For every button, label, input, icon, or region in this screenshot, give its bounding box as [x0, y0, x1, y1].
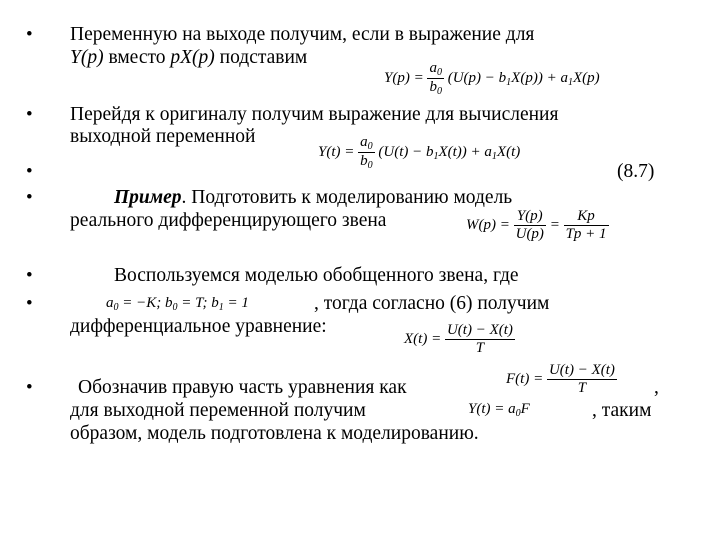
bullet-5: •: [26, 265, 33, 286]
item-7-line-1: Обозначив правую часть уравнения как: [78, 377, 407, 398]
item-7-line-2-tail: , таким: [592, 400, 652, 421]
item-2-line-1: Перейдя к оригиналу получим выражение для вычисления: [70, 104, 559, 125]
item-2-line-2: выходной переменной: [70, 126, 256, 147]
item-1-line-2: Y(p) вместо pX(p) подставим: [70, 47, 308, 68]
bullet-2: •: [26, 104, 33, 125]
formula-y-a0f: $Y(t) = a_0F$: [468, 401, 530, 419]
item-6-line-2: дифференциальное уравнение:: [70, 316, 327, 337]
formula-f-t: F(t) = $\frac{U(t) - X(t)}{T}$: [506, 362, 615, 396]
item-1-line-1: Переменную на выходе получим, если в выражение для: [70, 24, 535, 45]
item-7-comma: ,: [654, 377, 659, 398]
item-4-line-1: Пример. Подготовить к моделированию модель: [114, 187, 513, 208]
item-7-line-2: для выходной переменной получим: [70, 400, 366, 421]
formula-w-p: W(p) = $\frac{Y(p)}{U(p)}$ = $\frac{Kp}{Tp + 1}$: [466, 208, 607, 242]
bullet-7: •: [26, 377, 33, 398]
fraction-a0-b0: $\frac{a_0}{b_0}$: [429, 60, 442, 97]
bullet-6: •: [26, 293, 33, 314]
formula-y-t: Y(t) = $\frac{a_0}{b_0}$ $(U(t) - b_1X(t)) + a_1X(t)$: [318, 134, 521, 171]
formula-params: $a_0 = -K$; $b_0 = T$; $b_1 = 1$: [106, 295, 249, 313]
equation-number: (8.7): [617, 161, 655, 182]
formula-x-t: X(t) = $\frac{U(t) - X(t)}{T}$: [404, 322, 513, 356]
item-7-line-3: образом, модель подготовлена к моделированию.: [70, 423, 479, 444]
item-6-line-1: , тогда согласно (6) получим: [314, 293, 550, 314]
formula-y-p: Y(p) = $\frac{a_0}{b_0}$ $(U(p) - b_1X(p)) + a_1X(p)$: [384, 60, 600, 97]
item-4-line-2: реального дифференцирующего звена: [70, 210, 387, 231]
bullet-1: •: [26, 24, 33, 45]
bullet-3: •: [26, 161, 33, 182]
item-5-line-1: Воспользуемся моделью обобщенного звена, где: [114, 265, 519, 286]
bullet-4: •: [26, 187, 33, 208]
